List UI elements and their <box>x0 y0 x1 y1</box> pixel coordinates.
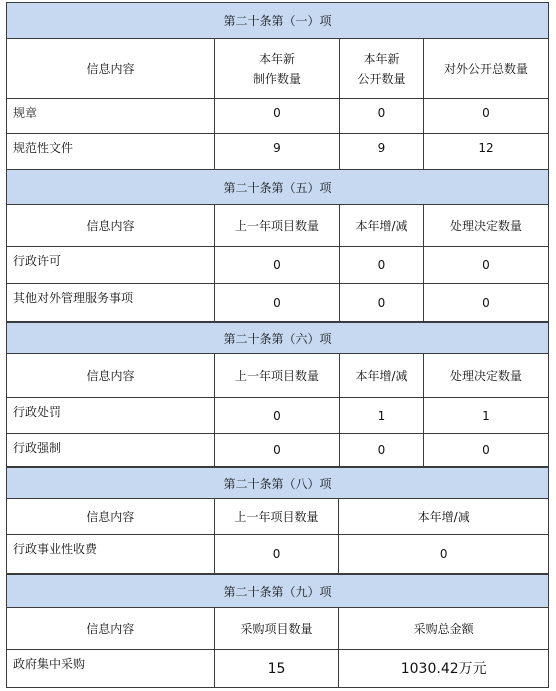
section-5-title: 第二十条第（九）项 <box>6 574 549 608</box>
header-cell: 采购总金额 <box>413 621 474 636</box>
table-cell: 0 <box>340 434 424 466</box>
table-cell: 0 <box>482 443 490 457</box>
header-cell: 处理决定数量 <box>449 218 522 233</box>
table-cell: 12 <box>478 141 494 155</box>
header-cell: 处理决定数量 <box>449 368 522 383</box>
row-label: 其他对外管理服务事项 <box>7 284 215 321</box>
section-2-title: 第二十条第（五）项 <box>6 169 549 205</box>
header-cell: 本年增/减 <box>340 354 424 397</box>
header-cell: 上一年项目数量 <box>215 205 340 246</box>
header-cell: 采购项目数量 <box>215 608 340 649</box>
table-cell: 0 <box>439 547 448 561</box>
row-label: 行政许可 <box>7 247 215 283</box>
header-cell: 信息内容 <box>7 499 215 534</box>
header-cell: 本年新 公开数量 <box>340 39 424 98</box>
section-4-header-row <box>6 499 549 535</box>
table-cell: 15 <box>215 650 340 687</box>
header-cell: 本年增/减 <box>340 205 424 246</box>
table-cell: 0 <box>340 247 424 283</box>
section-2-header-row <box>6 205 549 247</box>
table-cell: 0 <box>340 284 424 321</box>
header-cell: 信息内容 <box>7 354 215 397</box>
section-1-title: 第二十条第（一）项 <box>6 2 549 39</box>
table-cell: 1 <box>482 408 490 423</box>
section-1-header-row <box>6 39 549 99</box>
row-label: 规范性文件 <box>7 134 215 169</box>
table-cell: 0 <box>482 106 490 120</box>
header-cell: 上一年项目数量 <box>215 499 340 534</box>
table-row <box>6 398 549 434</box>
row-label: 行政处罚 <box>7 398 215 433</box>
table-cell: 0 <box>215 434 340 466</box>
header-cell: 信息内容 <box>7 205 215 246</box>
table-row <box>6 99 549 134</box>
table-cell: 0 <box>215 284 340 321</box>
row-label: 行政事业性收费 <box>7 535 215 573</box>
table-row <box>6 284 549 322</box>
section-5-header-row <box>6 608 549 650</box>
header-cell: 本年新 制作数量 <box>215 39 340 98</box>
table-cell: 0 <box>215 398 340 433</box>
table-cell: 9 <box>215 134 340 169</box>
header-cell: 信息内容 <box>7 39 215 98</box>
table-row <box>6 247 549 284</box>
header-cell: 对外公开总数量 <box>443 61 528 76</box>
table-row <box>6 434 549 467</box>
table-cell: 0 <box>215 99 340 133</box>
table-row <box>6 535 549 574</box>
section-3-header-row <box>6 354 549 398</box>
header-cell: 上一年项目数量 <box>215 354 340 397</box>
table-cell: 0 <box>215 535 340 573</box>
section-4-title: 第二十条第（八）项 <box>6 467 549 499</box>
purchase-total-amount: 1030.42万元 <box>400 660 487 677</box>
table-cell: 1 <box>340 398 424 433</box>
table-cell: 0 <box>482 258 490 272</box>
header-cell: 信息内容 <box>7 608 215 649</box>
table-row <box>6 650 549 688</box>
row-label: 行政强制 <box>7 434 215 466</box>
table-cell: 0 <box>340 99 424 133</box>
table-cell: 0 <box>215 247 340 283</box>
table-cell: 0 <box>482 295 490 310</box>
section-3-title: 第二十条第（六）项 <box>6 322 549 354</box>
row-label: 政府集中采购 <box>7 650 215 687</box>
row-label: 规章 <box>7 99 215 133</box>
header-cell: 本年增/减 <box>417 509 470 524</box>
table-row <box>6 134 549 170</box>
table-cell: 9 <box>340 134 424 169</box>
